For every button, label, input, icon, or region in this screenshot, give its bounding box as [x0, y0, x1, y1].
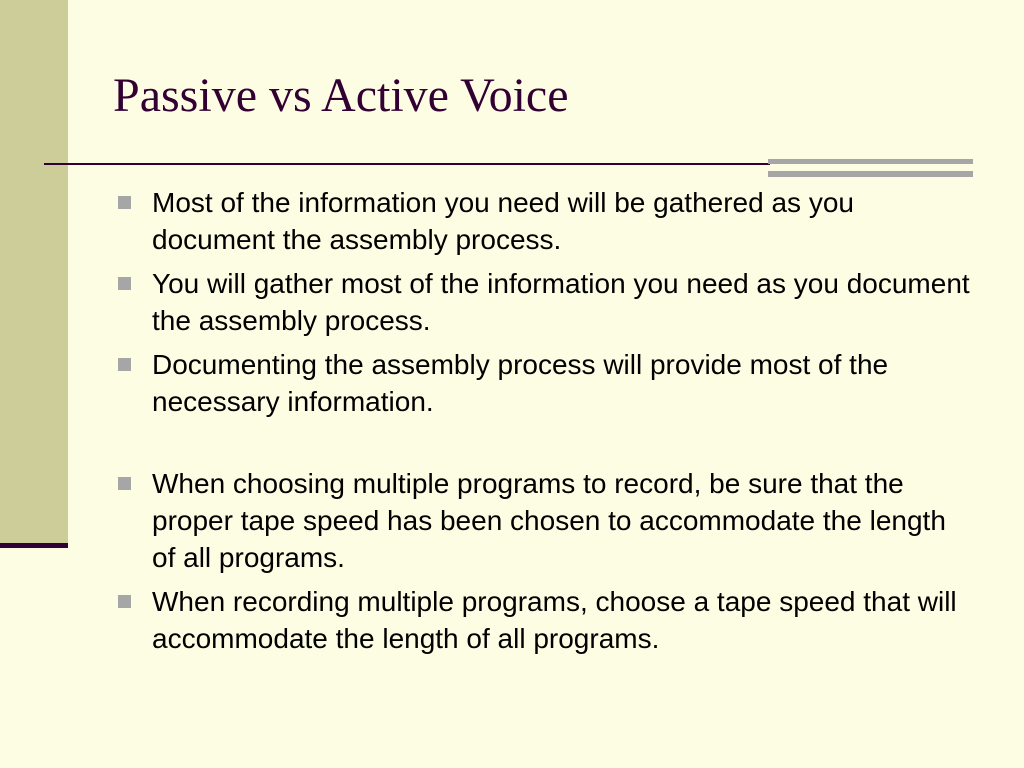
side-accent-line	[0, 543, 68, 548]
side-decor-bar	[0, 0, 68, 543]
bullet-text: When recording multiple programs, choose a tape speed that will accommodate the length of all programs.	[152, 586, 957, 654]
bullet-item	[115, 583, 975, 657]
bullet-item	[115, 265, 975, 339]
bullet-text: You will gather most of the information you need as you document the assembly process.	[152, 268, 970, 336]
bullet-item	[115, 184, 975, 258]
bullet-text: Most of the information you need will be gathered as you document the assembly process.	[152, 187, 854, 255]
square-bullet-icon	[118, 358, 131, 371]
bullet-list	[115, 184, 975, 664]
square-bullet-icon	[118, 277, 131, 290]
bullet-text: Documenting the assembly process will provide most of the necessary information.	[152, 349, 889, 417]
title-accent-bar-top	[768, 159, 973, 164]
square-bullet-icon	[118, 595, 131, 608]
square-bullet-icon	[118, 477, 131, 490]
square-bullet-icon	[118, 196, 131, 209]
slide-title: Passive vs Active Voice	[113, 69, 569, 122]
title-underline	[44, 163, 770, 165]
bullet-item	[115, 465, 975, 576]
bullet-item	[115, 346, 975, 420]
bullet-text: When choosing multiple programs to record, be sure that the proper tape speed has been chosen to accommodate the length of all programs.	[152, 468, 946, 573]
title-accent-bar-bottom	[768, 171, 973, 177]
